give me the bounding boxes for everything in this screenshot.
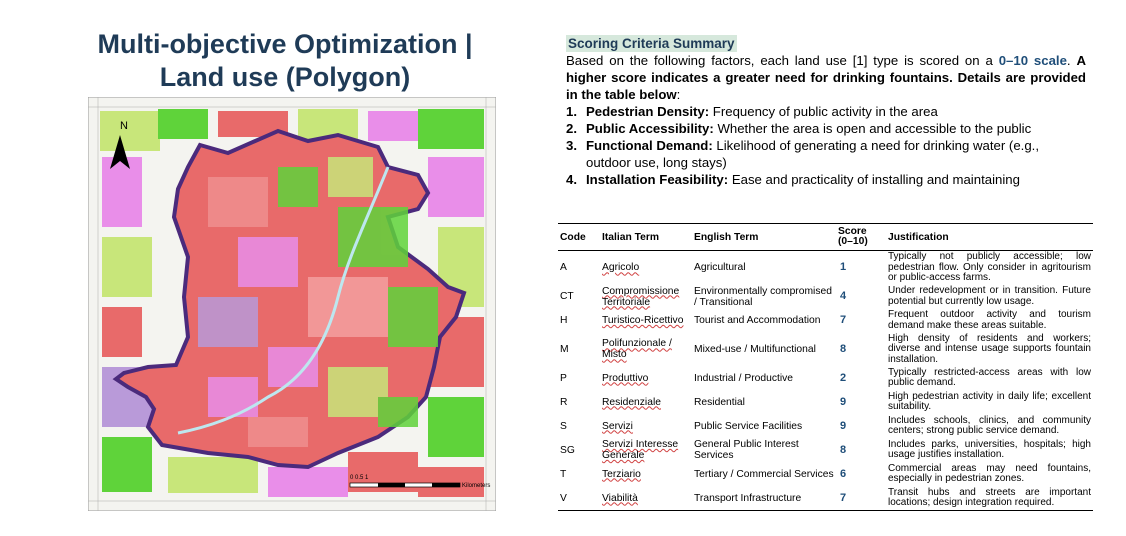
criteria-intro: Based on the following factors, each land use [1] type is scored on a 0–10 scale. A higher score indicates a greater need for drinking fountains. Details are provided in the table below: [566,53,1086,102]
table-row: V Viabilità Transport Infrastructure 7 Transit hubs and streets are important locations; design integration required. [560,486,1091,508]
table-row: H Turistico-Ricettivo Tourist and Accommodation 7 Frequent outdoor activity and tourism demand make these areas suitable. [560,309,1091,331]
criteria-item-4: 4. Installation Feasibility: Ease and practicality of installing and maintaining [566,172,1020,187]
header-code: Code [558,224,600,251]
table-row: R Residenziale Residential 9 High pedestrian activity in daily life; excellent suitability. [560,390,1091,412]
table-row: SG Servizi Interesse Generale General Public Interest Services 8 Includes parks, universities, hospitals; high usage justifies installation. [560,438,1091,461]
criteria-item-1: 1. Pedestrian Density: Frequency of public activity in the area [566,104,938,119]
criteria-bold-sentence: A higher score indicates a greater need for drinking fountains. Details are provided in the table below [566,53,1086,102]
header-english: English Term [692,224,836,251]
svg-text:0 0.5 1: 0 0.5 1 [350,475,369,481]
table-row: A Agricolo Agricultural 1 Typically not publicly accessible; low pedestrian flow. Only consider in agritourism or public-access farms. [560,251,1091,283]
table-row: T Terziario Tertiary / Commercial Services 6 Commercial areas may need fountains, especially in pedestrian zones. [560,462,1091,484]
scoring-criteria [566,35,1086,188]
title-line-1: Multi-objective Optimization | [97,29,473,59]
table-row: P Produttivo Industrial / Productive 2 Typically restricted-access areas with low public demand. [560,366,1091,388]
svg-text:N: N [120,120,128,132]
criteria-heading: Scoring Criteria Summary [568,36,735,51]
scale-highlight: 0–10 scale [998,53,1067,68]
slide-title [30,28,540,94]
land-use-map [88,97,496,511]
table-header-row [558,224,1093,251]
criteria-item-2: 2. Public Accessibility: Whether the area is open and accessible to the public [566,121,1032,136]
land-use-score-table [558,223,1093,511]
title-line-2: Land use (Polygon) [159,62,411,92]
table-row: CT Compromissione Territoriale Environmentally compromised / Transitional 4 Under redevelopment or in transition. Future potential but currently low usage. [560,285,1091,308]
header-justification: Justification [886,224,1093,251]
criteria-item-3: 3. Functional Demand: Likelihood of generating a need for drinking water (e.g., outdoor use, long stays) [566,138,1039,170]
header-score: Score (0–10) [836,224,886,251]
table-row: M Polifunzionale / Misto Mixed-use / Multifunctional 8 High density of residents and workers; diverse and intense usage supports fountain installation. [560,332,1091,365]
svg-text:Kilometers: Kilometers [462,483,491,489]
table-row: S Servizi Public Service Facilities 9 Includes schools, clinics, and community centers; strong public service demand. [560,414,1091,436]
header-italian: Italian Term [600,224,692,251]
